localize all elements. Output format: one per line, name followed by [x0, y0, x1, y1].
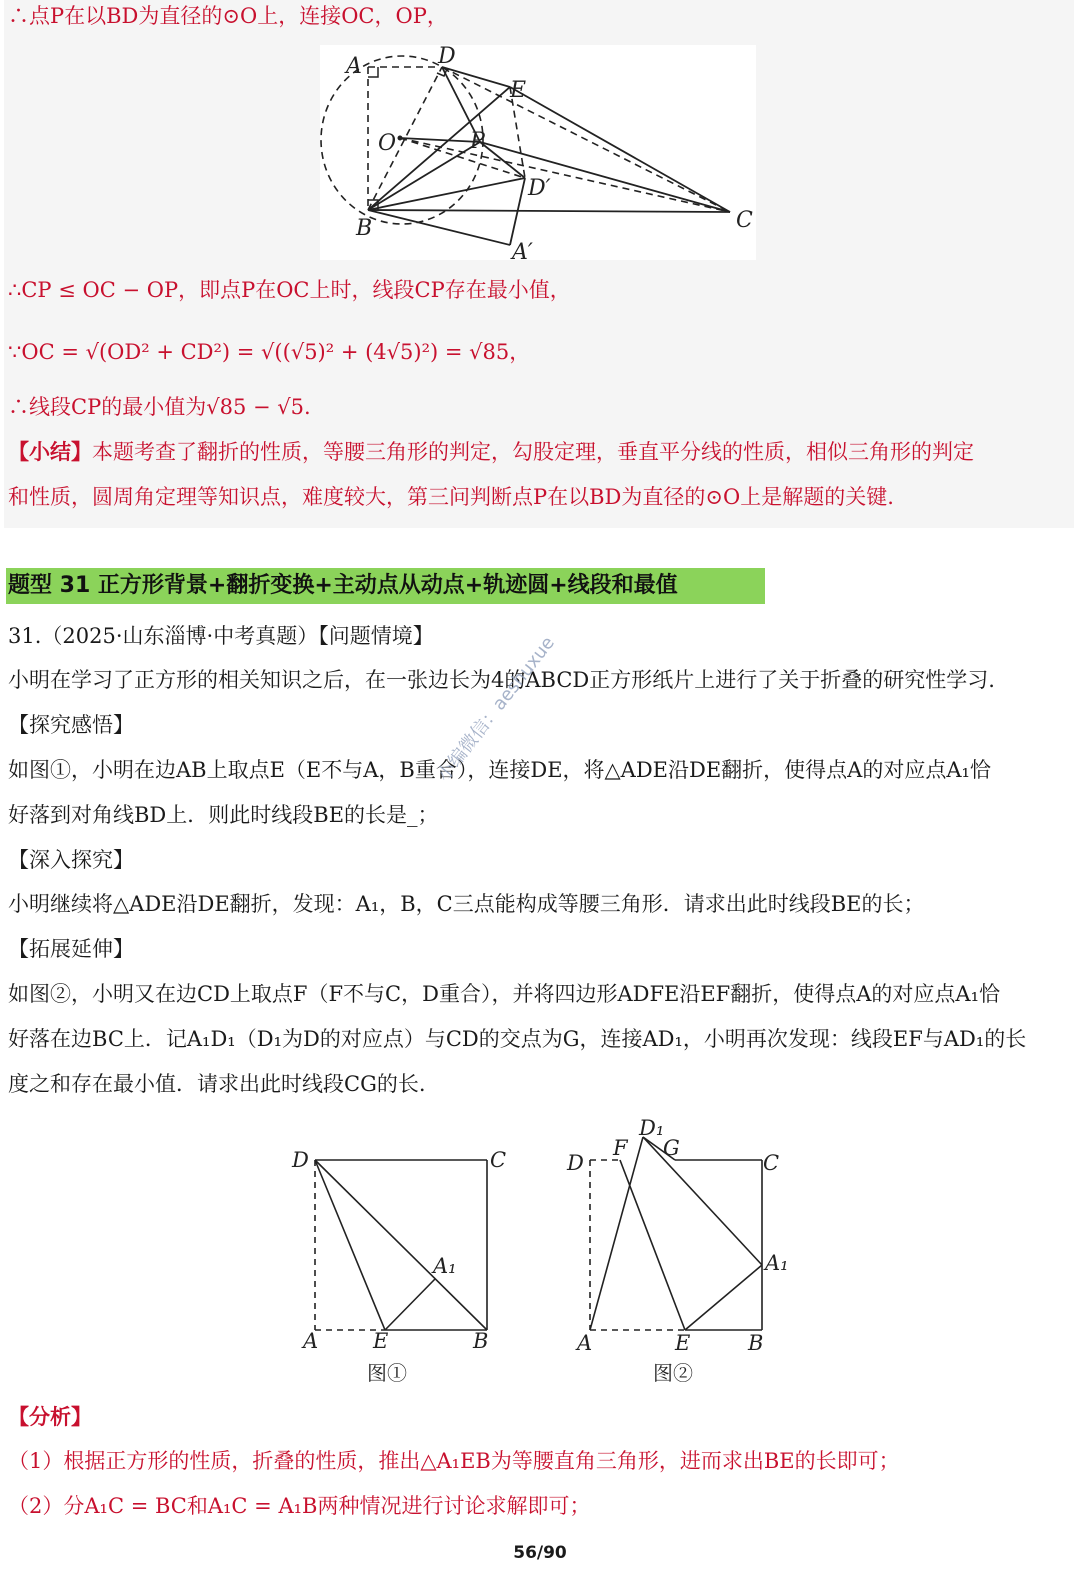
fig1-label-B: B	[473, 1329, 489, 1353]
question-3a: 如图②，小明又在边CD上取点F（F不与C，D重合），并将四边形ADFE沿EF翻折，使得点A的对应点A₁恰	[8, 982, 1001, 1006]
question-2: 小明继续将△ADE沿DE翻折，发现：A₁，B，C三点能构成等腰三角形．请求出此时线段BE的长；	[8, 892, 925, 916]
fig2-label-E: E	[675, 1331, 691, 1355]
fig2-label-D: D	[567, 1151, 584, 1175]
analysis-line-2: （2）分A₁C = BC和A₁C = A₁B两种情况进行讨论求解即可；	[8, 1494, 591, 1518]
figure-1	[285, 1140, 525, 1390]
figure-2	[565, 1115, 805, 1390]
label-A: A	[346, 54, 362, 79]
label-P: P	[470, 129, 485, 154]
solution-line-3: ∵OC = √(OD² + CD²) = √((√5)² + (4√5)²) = √85，	[8, 340, 531, 364]
label-B: B	[356, 216, 373, 241]
summary-text-1: 本题考查了翻折的性质，等腰三角形的判定，勾股定理，垂直平分线的性质，相似三角形的判定	[92, 440, 974, 464]
summary-tag: 【小结】	[8, 440, 92, 464]
question-3b: 好落在边BC上．记A₁D₁（D₁为D的对应点）与CD的交点为G，连接AD₁，小明再次发现：线段EF与AD₁的长	[8, 1027, 1027, 1051]
label-D-prime: D′	[528, 176, 551, 201]
fig1-label-E: E	[373, 1329, 389, 1353]
fig2-label-A1: A₁	[765, 1251, 789, 1275]
solution-line-4: ∴线段CP的最小值为√85 − √5.	[8, 395, 311, 419]
problem-header: 31.（2025·山东淄博·中考真题）【问题情境】	[8, 624, 434, 648]
tag-deep: 【深入探究】	[8, 848, 134, 872]
question-1a: 如图①，小明在边AB上取点E（E不与A，B重合），连接DE，将△ADE沿DE翻折，使得点A的对应点A₁恰	[8, 758, 991, 782]
fig1-caption: 图①	[367, 1361, 407, 1385]
question-1b: 好落到对角线BD上．则此时线段BE的长是_；	[8, 803, 439, 827]
fig2-label-F: F	[613, 1136, 628, 1160]
problem-intro: 小明在学习了正方形的相关知识之后，在一张边长为4的ABCD正方形纸片上进行了关于折叠的研究性学习.	[8, 668, 995, 692]
fig2-label-B: B	[748, 1331, 764, 1355]
fig1-label-C: C	[490, 1148, 507, 1172]
label-A-prime: A′	[512, 240, 533, 260]
fig1-label-A1: A₁	[433, 1254, 457, 1278]
label-O: O	[378, 131, 397, 156]
label-E: E	[510, 78, 527, 103]
fig2-caption: 图②	[653, 1361, 693, 1385]
fig1-label-D: D	[292, 1148, 309, 1172]
fig2-label-C: C	[763, 1151, 780, 1175]
fig1-label-A: A	[303, 1329, 319, 1353]
tag-explore: 【探究感悟】	[8, 713, 134, 737]
page-number: 56/90	[513, 1543, 567, 1563]
summary-text-2: 和性质，圆周角定理等知识点，难度较大，第三问判断点P在以BD为直径的⊙O上是解题的关键.	[8, 485, 894, 509]
fig2-label-A: A	[577, 1331, 593, 1355]
section-title: 题型 31 正方形背景+翻折变换+主动点从动点+轨迹圆+线段和最值	[6, 568, 765, 604]
analysis-tag: 【分析】	[8, 1405, 92, 1429]
solution-line-1: ∴点P在以BD为直径的⊙O上，连接OC，OP，	[8, 4, 448, 28]
fig2-label-D1: D₁	[639, 1116, 665, 1140]
label-D: D	[438, 45, 456, 69]
watermark: 小编微信：aeshuxue	[433, 632, 559, 786]
tag-extend: 【拓展延伸】	[8, 937, 134, 961]
solution-line-2: ∴CP ≤ OC − OP，即点P在OC上时，线段CP存在最小值，	[8, 278, 571, 302]
fig2-label-G: G	[663, 1136, 680, 1160]
question-3c: 度之和存在最小值．请求出此时线段CG的长.	[8, 1072, 426, 1096]
figure-top	[320, 45, 756, 260]
label-C: C	[736, 208, 753, 233]
analysis-line-1: （1）根据正方形的性质，折叠的性质，推出△A₁EB为等腰直角三角形，进而求出BE的长即可；	[8, 1449, 900, 1473]
